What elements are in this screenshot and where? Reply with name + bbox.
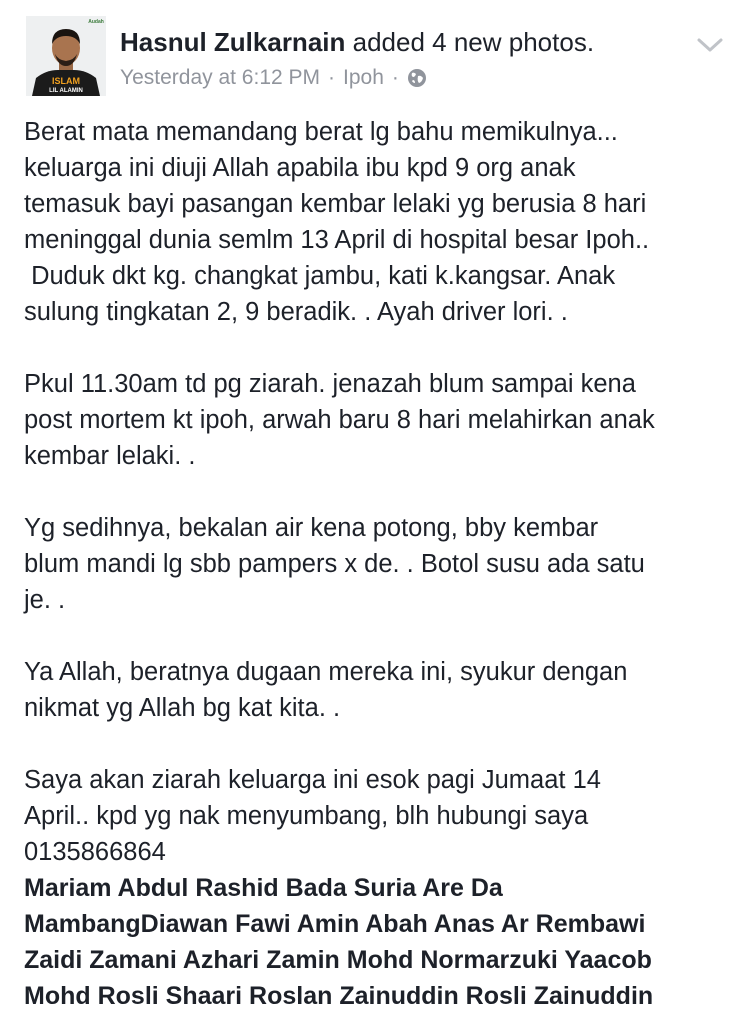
text-line: Yg sedihnya, bekalan air kena potong, bby kembar [24,514,599,542]
text-line: meninggal dunia semlm 13 April di hospital besar Ipoh.. [24,226,650,254]
text-line: je. . [24,586,66,614]
text-line: Pkul 11.30am td pg ziarah. jenazah blum sampai kena [24,370,636,398]
post-header [26,16,726,100]
post-paragraph [24,114,740,330]
text-line: Saya akan ziarah keluarga ini esok pagi Jumaat 14 [24,766,601,794]
author-avatar[interactable] [26,16,106,96]
avatar-shirt-text: ISLAM [52,76,80,86]
chevron-down-icon[interactable] [696,36,724,56]
meta-separator: · [328,66,336,89]
globe-icon[interactable] [407,68,427,88]
post-timestamp-link[interactable]: Yesterday at 6:12 PM [120,66,321,89]
post-action-text: added 4 new photos. [352,27,595,57]
text-line: blum mandi lg sbb pampers x de. . Botol susu ada satu [24,550,645,578]
post-title [120,26,594,58]
text-line: keluarga ini diuji Allah apabila ibu kpd 9 org anak [24,154,576,182]
avatar-image [26,16,106,96]
tagged-people [24,870,740,1014]
text-line: April.. kpd yg nak menyumbang, blh hubungi saya [24,802,589,830]
tagged-people-line[interactable]: MambangDiawan Fawi Amin Abah Anas Ar Rembawi [24,910,646,938]
avatar-shirt-subtext: LIL ALAMIN [49,88,83,94]
post-paragraph [24,510,740,618]
tagged-people-line[interactable]: Zaidi Zamani Azhari Zamin Mohd Normarzuki Yaacob [24,946,652,974]
author-name-link[interactable]: Hasnul Zulkarnain [120,27,346,57]
post-paragraph-contact [24,762,740,870]
tagged-people-line[interactable]: Mariam Abdul Rashid Bada Suria Are Da [24,874,503,902]
post-body [24,114,740,1014]
post-paragraph [24,366,740,474]
post-location-link[interactable]: Ipoh [343,66,384,89]
post-paragraph [24,654,740,726]
text-line: Ya Allah, beratnya dugaan mereka ini, syukur dengan [24,658,628,686]
tagged-people-line[interactable]: Mohd Rosli Shaari Roslan Zainuddin Rosli Zainuddin [24,982,654,1010]
text-line: kembar lelaki. . [24,442,196,470]
text-line: sulung tingkatan 2, 9 beradik. . Ayah driver lori. . [24,298,568,326]
text-line: Duduk dkt kg. changkat jambu, kati k.kangsar. Anak [24,262,616,290]
post-meta [120,64,427,92]
avatar-badge-text: Audah [88,19,104,25]
text-line: Berat mata memandang berat lg bahu memikulnya... [24,118,618,146]
text-line: post mortem kt ipoh, arwah baru 8 hari melahirkan anak [24,406,655,434]
text-line: temasuk bayi pasangan kembar lelaki yg berusia 8 hari [24,190,647,218]
text-line: nikmat yg Allah bg kat kita. . [24,694,341,722]
meta-separator: · [391,66,399,89]
phone-number-link[interactable]: 0135866864 [24,838,166,866]
